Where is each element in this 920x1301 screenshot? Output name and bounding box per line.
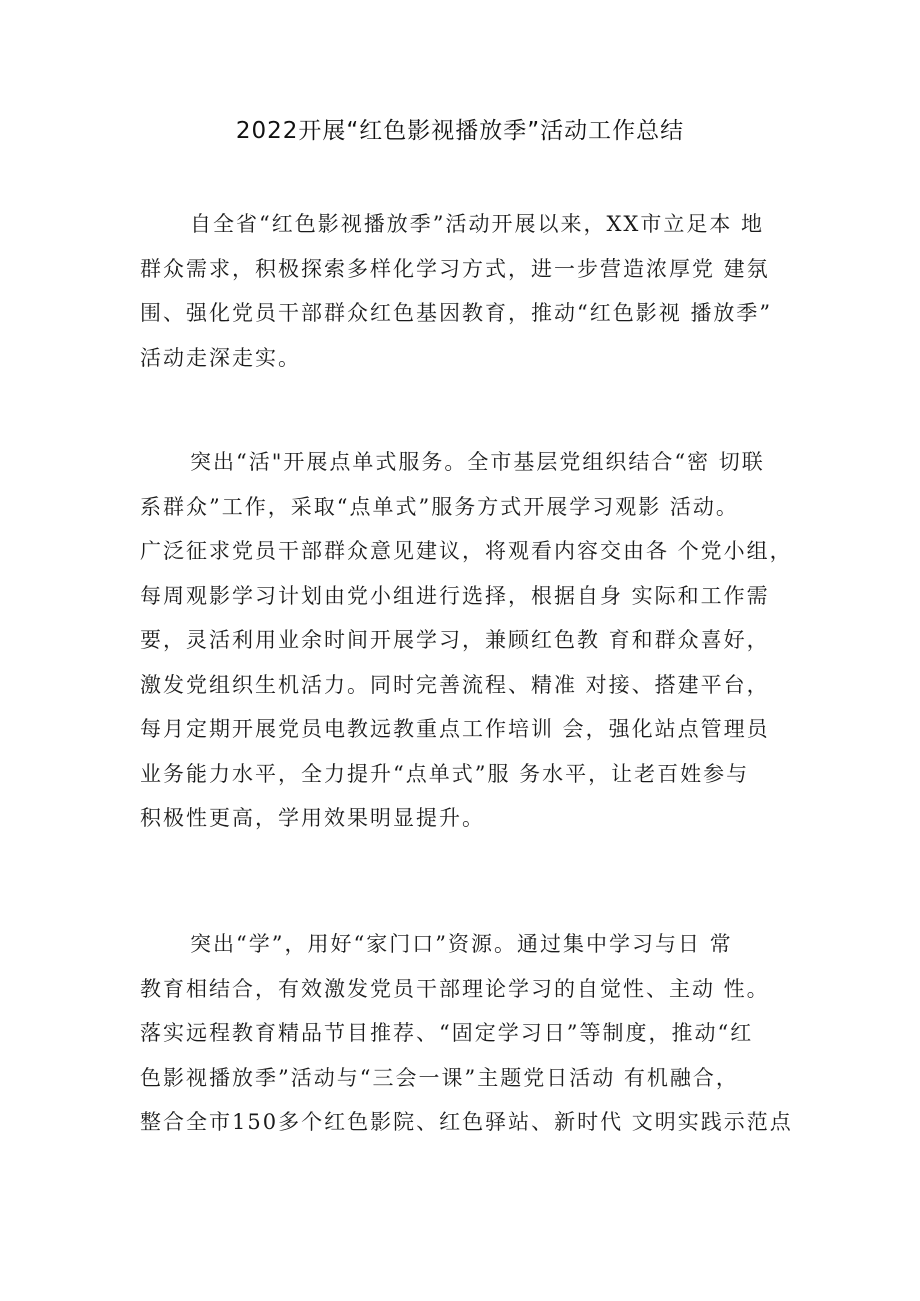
paragraph-line: 要，灵活利用业余时间开展学习，兼顾红色教 育和群众喜好， <box>140 628 770 652</box>
paragraph-3 <box>140 922 800 1145</box>
paragraph-line: 教育相结合，有效激发党员干部理论学习的自觉性、主动 性。 <box>140 976 770 1001</box>
paragraph-line: 群众需求，积极探索多样化学习方式，进一步营造浓厚党 建氛 <box>140 256 770 281</box>
paragraph-line: 每周观影学习计划由党小组进行选择，根据自身 实际和工作需 <box>140 583 770 608</box>
paragraph-line: 积极性更高，学用效果明显提升。 <box>140 806 485 830</box>
paragraph-line: 业务能力水平，全力提升“点单式”服 务水平，让老百姓参与 <box>140 761 750 786</box>
paragraph-line: 自全省“红色影视播放季”活动开展以来，XX市立足本 地 <box>190 212 765 236</box>
paragraph-line: 落实远程教育精品节目推荐、“固定学习日”等制度，推动“红 <box>140 1021 754 1045</box>
paragraph-line: 活动走深走实。 <box>140 345 301 370</box>
paragraph-line: 整合全市150多个红色影院、红色驿站、新时代 文明实践示范点 <box>140 1110 793 1134</box>
paragraph-line: 色影视播放季”活动与“三会一课”主题党日活动 有机融合， <box>140 1065 739 1090</box>
document-title: 2022开展“红色影视播放季”活动工作总结 <box>235 118 685 144</box>
paragraph-line: 激发党组织生机活力。同时完善流程、精准 对接、搭建平台， <box>140 672 770 697</box>
paragraph-2 <box>140 440 800 841</box>
paragraph-line: 突出“学”，用好“家门口”资源。通过集中学习与日 常 <box>190 932 733 956</box>
paragraph-line: 突出“活"开展点单式服务。全市基层党组织结合“密 切联 <box>190 450 765 474</box>
paragraph-line: 围、强化党员干部群众红色基因教育，推动“红色影视 播放季” <box>140 301 773 325</box>
paragraph-line: 每月定期开展党员电教远教重点工作培训 会，强化站点管理员 <box>140 717 770 741</box>
paragraph-line: 系群众”工作，采取“点单式”服务方式开展学习观影 活动。 <box>140 494 739 519</box>
paragraph-1 <box>140 202 800 380</box>
paragraph-line: 广泛征求党员干部群众意见建议，将观看内容交由各 个党小组， <box>140 539 793 563</box>
